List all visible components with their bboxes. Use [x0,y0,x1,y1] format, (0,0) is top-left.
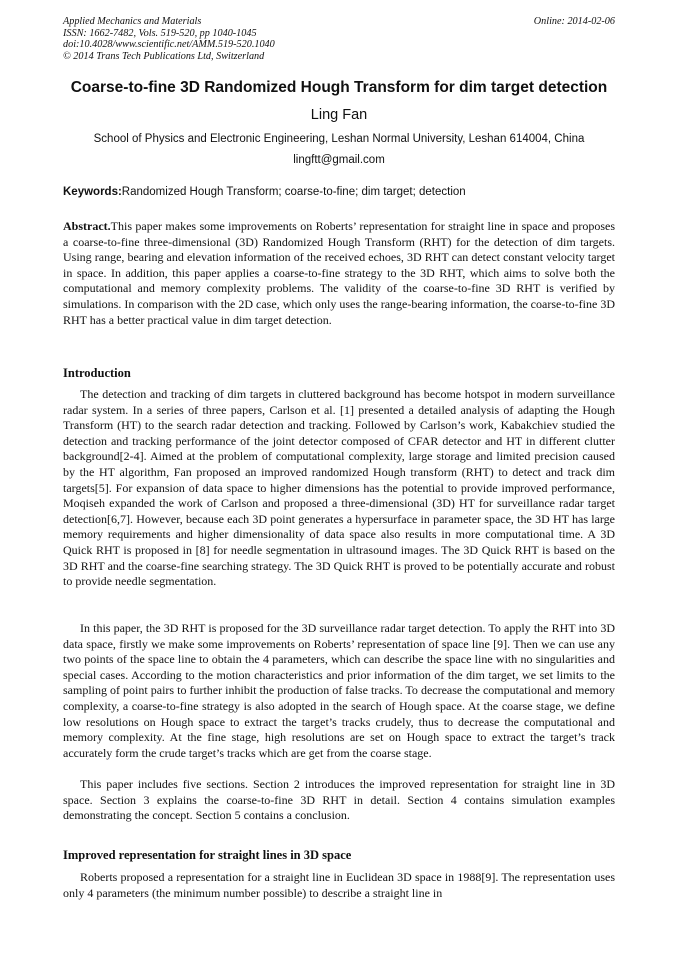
abstract-label: Abstract. [63,219,111,233]
intro-paragraph-1: The detection and tracking of dim targets in cluttered background has become hotspot in modern surveillance radar system. In a series of three papers, Carlson et al. [1] presented a detailed analysis of adapting the Hough Transform (HT) to the search radar detection and tracking. Followed by Carlson’s work, Kabakchiev studied the detection and tracking performance of the joint detector composed of CFAR detector and HT in different clutter background[2-4]. Aimed at the problem of computational complexity, large storage and limited precision caused by the HT algorithm, Fan proposed an improved randomized Hough transform (RHT) to detect and track dim targets[5]. For expansion of data space to higher dimensions has the potential to provide improved performance, Moqiseh expanded the work of Carlson and proposed a three-dimensional (3D) HT for surveillance radar target detection[6,7]. However, because each 3D point generates a hypersurface in parameter space, the 3D HT has large memory requirements and higher dimensionality of data space also results in more computational time. A 3D Quick RHT is proposed in [8] for needle segmentation in ultrasound images. The 3D Quick RHT is based on the 3D RHT and the coarse-fine searching strategy. The 3D Quick RHT is proved to be potentially accurate and robust to provide needle segmentation. [63,387,615,589]
section2-paragraph: Roberts proposed a representation for a straight line in Euclidean 3D space in 1988[9]. The representation uses only 4 parameters (the minimum number possible) to describe a straight line in [63,870,615,900]
doi-line: doi:10.4028/www.scientific.net/AMM.519-520.1040 [63,39,275,51]
paper-title: Coarse-to-fine 3D Randomized Hough Transform for dim target detection [70,79,608,96]
journal-name: Applied Mechanics and Materials [63,16,202,27]
online-date: Online: 2014-02-06 [533,16,615,27]
keywords-text: Randomized Hough Transform; coarse-to-fine; dim target; detection [121,186,466,198]
section2-heading: Improved representation for straight lines in 3D space [63,848,352,862]
journal-header [63,16,615,62]
issn-line: ISSN: 1662-7482, Vols. 519-520, pp 1040-1045 [63,27,257,39]
introduction-heading: Introduction [63,366,131,380]
author-name: Ling Fan [310,107,368,123]
affiliation: School of Physics and Electronic Engineering, Leshan Normal University, Leshan 614004, China [93,133,585,145]
abstract-text: This paper makes some improvements on Roberts’ representation for straight line in space and proposes a coarse-to-fine three-dimensional (3D) Randomized Hough Transform (RHT) for the detection of dim targets. Using range, bearing and elevation information of the received echoes, 3D RHT can detect constant velocity target in space. In addition, this paper applies a coarse-to-fine strategy to the 3D RHT, which aims to solve both the computational and memory complexity problems. The validity of the coarse-to-fine 3D RHT is verified by simulations. In comparison with the 2D case, which only uses the range-bearing information, the coarse-to-fine 3D RHT has a better practical value in dim target detection. [63,219,615,327]
copyright-line: © 2014 Trans Tech Publications Ltd, Switzerland [63,50,265,62]
intro-paragraph-3: This paper includes five sections. Section 2 introduces the improved representation for straight line in 3D space. Section 3 explains the coarse-to-fine 3D RHT in detail. Section 4 contains simulation examples demonstrating the concept. Section 5 contains a conclusion. [63,777,615,823]
author-email: lingftt@gmail.com [293,154,385,166]
intro-paragraph-2: In this paper, the 3D RHT is proposed for the 3D surveillance radar target detection. To apply the RHT into 3D data space, firstly we make some improvements on Roberts’ representation of space line [9]. Then we can use any two points of the space line to obtain the 4 parameters, which can describe the space line with no singularities and special cases. According to the motion characteristics and prior information of the dim target, we set limits to the sampling of point pairs to further inhibit the production of false tracks. To decrease the computational and memory complexity, a coarse-to-fine strategy is also adopted in the search of Hough space. At the coarse stage, we define low resolutions on Hough space to extract the target’s tracks crudely, thus to decrease the computational and memory complexity. At the fine stage, high resolutions are set on Hough space to extract the target’s track accurately form the crude target’s tracks which are get from the coarse stage. [63,621,615,760]
abstract [63,219,615,328]
keywords [63,186,615,198]
keywords-label: Keywords: [63,186,122,198]
